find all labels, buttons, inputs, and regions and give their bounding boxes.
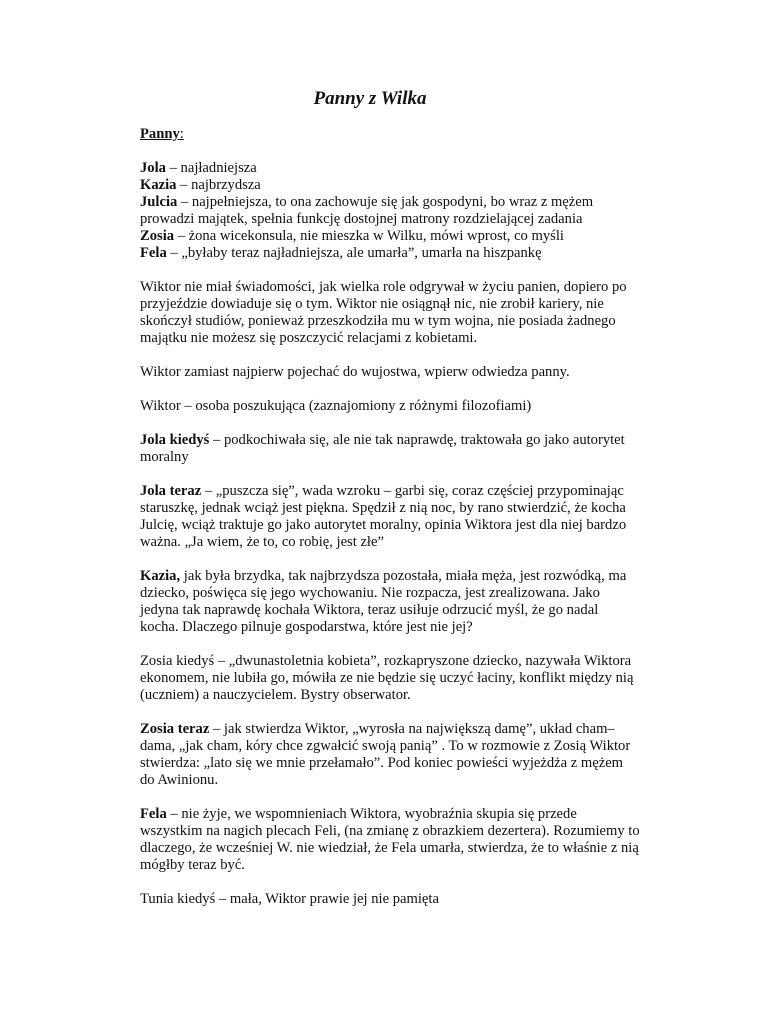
paragraph-lead: Jola kiedyś bbox=[140, 432, 210, 448]
paragraph-lead: Jola teraz bbox=[140, 483, 202, 499]
section-heading-colon: : bbox=[179, 126, 184, 142]
list-item-kazia bbox=[140, 177, 640, 194]
paragraph-lead: Zosia teraz bbox=[140, 721, 210, 737]
list-item-text: – najładniejsza bbox=[165, 160, 257, 176]
paragraph-body: – podkochiwała się, ale nie tak naprawdę, traktowała go jako autorytet moralny bbox=[140, 432, 625, 465]
section-heading-label: Panny bbox=[140, 126, 180, 142]
character-list bbox=[140, 160, 640, 262]
paragraph-body: jak była brzydka, tak najbrzydsza pozostała, miała męża, jest rozwódką, ma dziecko, poświęca się jego wychowaniu. Nie rozpacza, jest zrealizowana. Jako jedyna tak naprawdę kochała Wiktora, teraz usiłuje odrzucić myśl, że go nadal kocha. Dlaczego pilnuje gospodarstwa, które jest nie jej? bbox=[140, 568, 627, 635]
paragraph-body: – „puszcza się”, wada wzroku – garbi się, coraz częściej przypominając staruszkę, jednak wciąż jest piękna. Spędził z nią noc, by rano stwierdzić, że kocha Julcię, wciąż traktuje go jako autorytet moralny, opinia Wiktora jest dla niej bardzo ważna. „Ja wiem, że to, co robię, jest złe” bbox=[140, 483, 627, 550]
paragraph-tunia: Tunia kiedyś – mała, Wiktor prawie jej nie pamięta bbox=[140, 891, 439, 907]
paragraph-lead: Fela bbox=[140, 806, 167, 822]
list-item-zosia bbox=[140, 228, 640, 245]
list-item-text: – „byłaby teraz najładniejsza, ale umarła”, umarła na hiszpankę bbox=[166, 245, 542, 261]
list-item-text: – najbrzydsza bbox=[176, 177, 261, 193]
paragraph-zosia-now bbox=[140, 721, 640, 789]
paragraph-fela bbox=[140, 806, 640, 874]
list-item-julcia bbox=[140, 194, 640, 228]
list-item-name: Fela bbox=[140, 245, 167, 261]
list-item-name: Kazia bbox=[140, 177, 177, 193]
paragraph-wiktor-visits: Wiktor zamiast najpierw pojechać do wujostwa, wpierw odwiedza panny. bbox=[140, 364, 570, 380]
document-page bbox=[140, 86, 640, 925]
list-item-jola bbox=[140, 160, 640, 177]
paragraph-body: – jak stwierdza Wiktor, „wyrosła na największą damę”, układ cham–dama, „jak cham, kóry chce zgwałcić swoją panią” . To w rozmowie z Zosią Wiktor stwierdza: „lato się we mnie przełamało”. Pod koniec powieści wyjeżdża z mężem do Awinionu. bbox=[140, 721, 631, 788]
paragraph-jola-past bbox=[140, 432, 640, 466]
paragraph-body: – nie żyje, we wspomnieniach Wiktora, wyobraźnia skupia się przede wszystkim na nagich plecach Feli, (na zmianę z obrazkiem dezertera). Rozumiemy to dlaczego, że wcześniej W. nie wiedział, że Fela umarła, stwierdza, że to właśnie z nią mógłby teraz być. bbox=[140, 806, 640, 873]
list-item-name: Jola bbox=[140, 160, 166, 176]
paragraph-zosia-past: Zosia kiedyś – „dwunastoletnia kobieta”, rozkapryszone dziecko, nazywała Wiktora ekonomem, nie lubiła go, mówiła ze nie będzie się uczyć łaciny, konflikt między nią (uczniem) a nauczycielem. Bystry obserwator. bbox=[140, 653, 634, 703]
paragraph-lead: Kazia, bbox=[140, 568, 181, 584]
paragraph-wiktor-intro: Wiktor nie miał świadomości, jak wielka role odgrywał w życiu panien, dopiero po przyjeździe dowiaduje się o tym. Wiktor nie osiągnął nic, nie zrobił kariery, nie skończył studiów, ponieważ przeszkodziła mu w tym wojna, nie posiada żadnego majątku nie możesz się poszczycić relacjami z kobietami. bbox=[140, 279, 627, 346]
paragraph-wiktor-seeker: Wiktor – osoba poszukująca (zaznajomiony z różnymi filozofiami) bbox=[140, 398, 532, 414]
list-item-text: – żona wicekonsula, nie mieszka w Wilku, mówi wprost, co myśli bbox=[174, 228, 564, 244]
list-item-name: Julcia bbox=[140, 194, 178, 210]
document-title: Panny z Wilka bbox=[313, 88, 427, 109]
paragraph-jola-now bbox=[140, 483, 640, 551]
list-item-text: – najpełniejsza, to ona zachowuje się jak gospodyni, bo wraz z mężem prowadzi majątek, spełnia funkcję dostojnej matrony rozdzielającej zadania bbox=[140, 194, 594, 227]
paragraph-kazia bbox=[140, 568, 640, 636]
list-item-name: Zosia bbox=[140, 228, 175, 244]
list-item-fela bbox=[140, 245, 640, 262]
section-heading bbox=[140, 126, 640, 143]
